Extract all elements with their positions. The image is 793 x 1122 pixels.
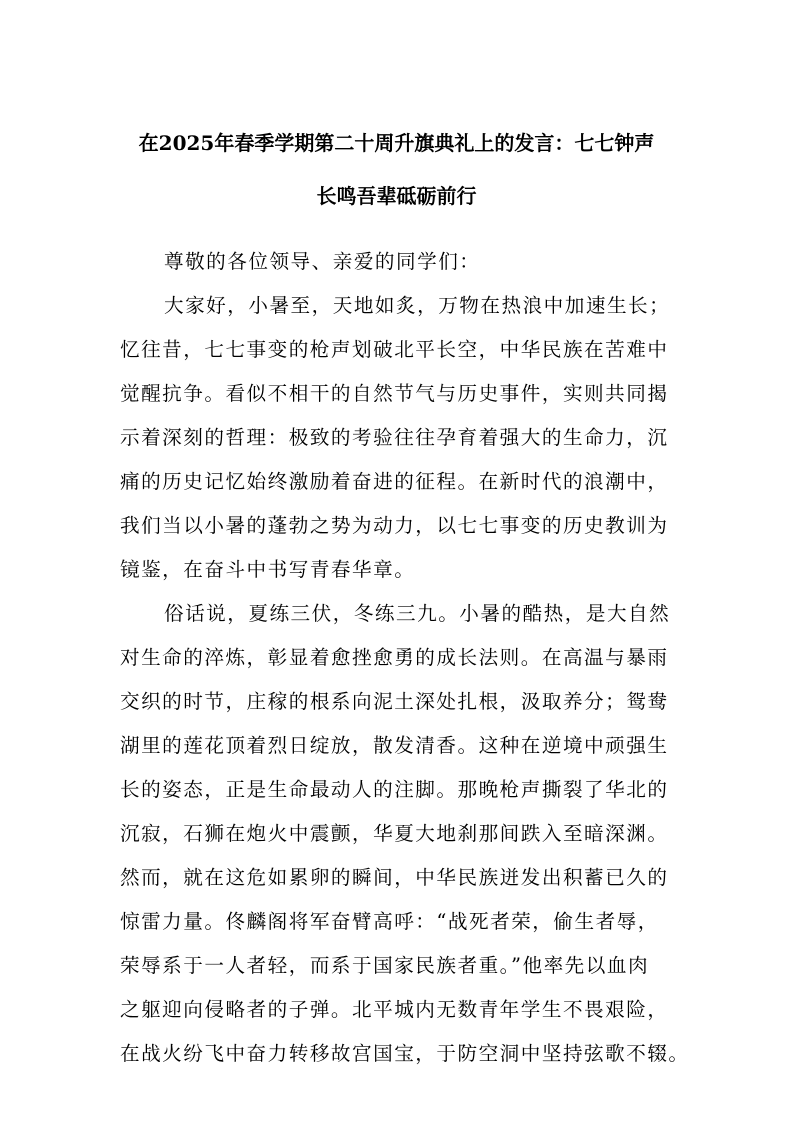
paragraph-line: 然而，就在这危如累卵的瞬间，中华民族迸发出积蓄已久的 [120, 866, 669, 889]
paragraph-line: 沉寂，石狮在炮火中震颤，华夏大地刹那间跌入至暗深渊。 [120, 822, 669, 845]
paragraph-line: 长的姿态，正是生命最动人的注脚。那晚枪声撕裂了华北的 [120, 778, 669, 801]
paragraph-line: 在战火纷飞中奋力转移故宫国宝，于防空洞中坚持弦歌不辍。 [120, 1042, 690, 1065]
paragraph-line: 大家好，小暑至，天地如炙，万物在热浪中加速生长； [164, 294, 671, 317]
paragraph-line: 之躯迎向侵略者的子弹。北平城内无数青年学生不畏艰险， [120, 998, 669, 1021]
paragraph-line: 交织的时节，庄稼的根系向泥土深处扎根，汲取养分；鸳鸯 [120, 690, 669, 713]
paragraph-line: 惊雷力量。佟麟阁将军奋臂高呼：“战死者荣，偷生者辱， [120, 910, 659, 933]
paragraph-line: 我们当以小暑的蓬勃之势为动力，以七七事变的历史教训为 [120, 514, 669, 537]
paragraph-line: 示着深刻的哲理：极致的考验往往孕育着强大的生命力，沉 [120, 426, 669, 449]
paragraph-line: 对生命的淬炼，彰显着愈挫愈勇的成长法则。在高温与暴雨 [120, 646, 669, 669]
paragraph-line: 镜鉴，在奋斗中书写青春华章。 [120, 558, 416, 581]
salutation: 尊敬的各位领导、亲爱的同学们： [164, 250, 481, 273]
paragraph-line: 荣辱系于一人者轻，而系于国家民族者重。”他率先以血肉 [120, 954, 650, 977]
document-title-line-1: 在2025年春季学期第二十周升旗典礼上的发言：七七钟声 [138, 131, 655, 155]
paragraph-line: 痛的历史记忆始终激励着奋进的征程。在新时代的浪潮中， [120, 470, 669, 493]
document-title-line-2: 长鸣吾辈砥砺前行 [316, 184, 477, 208]
paragraph-line: 忆往昔，七七事变的枪声划破北平长空，中华民族在苦难中 [120, 338, 669, 361]
paragraph-line: 觉醒抗争。看似不相干的自然节气与历史事件，实则共同揭 [120, 382, 669, 405]
paragraph-line: 俗话说，夏练三伏，冬练三九。小暑的酷热，是大自然 [164, 602, 671, 625]
paragraph-line: 湖里的莲花顶着烈日绽放，散发清香。这种在逆境中顽强生 [120, 734, 669, 757]
